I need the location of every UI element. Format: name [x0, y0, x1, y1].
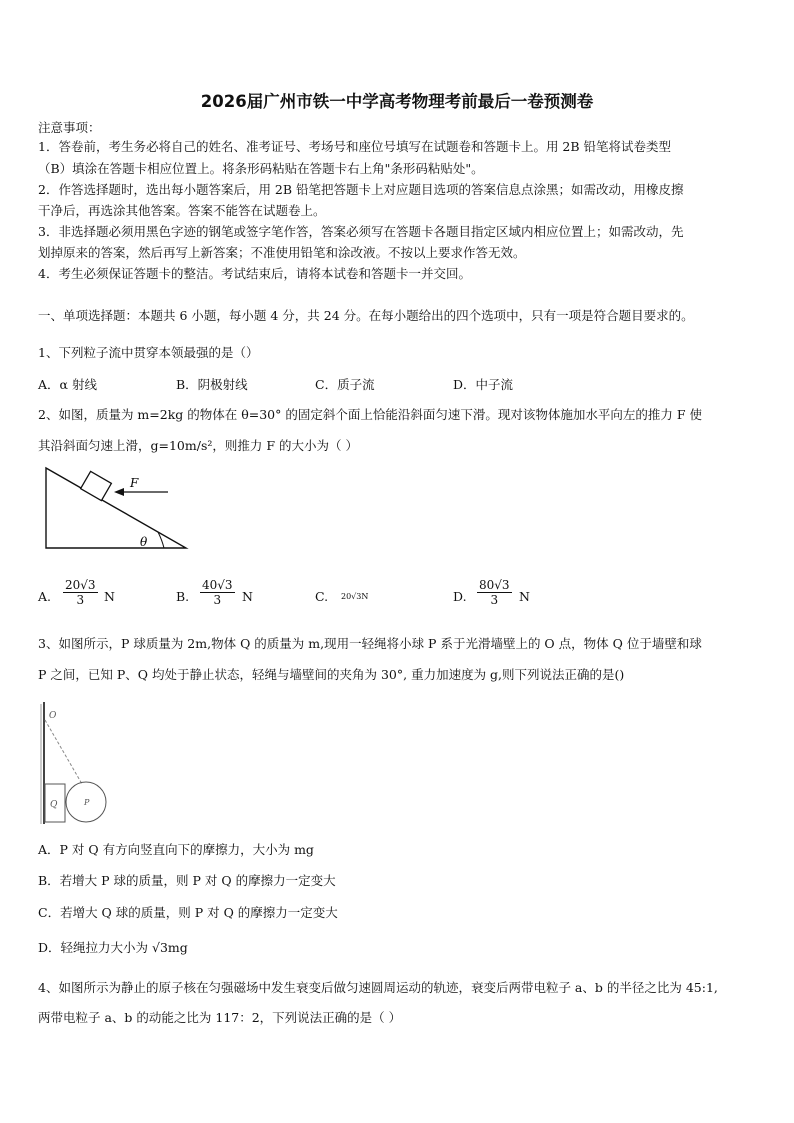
fraction-numerator: 40√3: [202, 578, 233, 592]
q2-option-d-letter: D.: [453, 589, 467, 604]
q2-stem-line1: 2、如图，质量为 m=2kg 的物体在 θ=30° 的固定斜个面上恰能沿斜面匀速下滑。现对该物体施加水平向左的推力 F 使: [38, 407, 702, 422]
q2-option-c-letter: C.: [315, 589, 329, 604]
fraction-denominator: 3: [490, 593, 499, 607]
q2-option-a-letter: A.: [38, 589, 52, 604]
q3-option-d: D．轻绳拉力大小为 √3mg: [38, 940, 188, 955]
notice-line: 2．作答选择题时，选出每小题答案后，用 2B 铅笔把答题卡上对应题目选项的答案信息点涂黑；如需改动，用橡皮擦: [38, 182, 684, 197]
wall-ball-figure: [38, 700, 118, 828]
q1-option-d: D．中子流: [453, 377, 514, 392]
notice-line: 1．答卷前，考生务必将自己的姓名、准考证号、考场号和座位号填写在试题卷和答题卡上。用 2B 铅笔将试卷类型: [38, 139, 672, 154]
force-arrow-head: [114, 488, 124, 496]
q4-stem-line1: 4、如图所示为静止的原子核在匀强磁场中发生衰变后做匀速圆周运动的轨迹，衰变后两带电粒子 a、b 的半径之比为 45:1,: [38, 980, 718, 995]
q3-option-a: A．P 对 Q 有方向竖直向下的摩擦力，大小为 mg: [38, 842, 314, 857]
q1-stem: 1、下列粒子流中贯穿本领最强的是（）: [38, 345, 259, 360]
notice-line: 3．非选择题必须用黑色字迹的钢笔或签字笔作答，答案必须写在答题卡各题目指定区域内相应位置上；如需改动，先: [38, 224, 684, 239]
notice-line: （B）填涂在答题卡相应位置上。将条形码粘贴在答题卡右上角"条形码粘贴处"。: [38, 161, 484, 176]
q2-option-b-fraction: [200, 578, 235, 607]
q1-option-a: A．α 射线: [38, 377, 97, 392]
rope: [45, 720, 82, 784]
q2-option-c-value: 20√3N: [341, 592, 369, 601]
block: [81, 471, 112, 500]
fraction-numerator: 80√3: [479, 578, 510, 592]
block-q-label: Q: [50, 800, 58, 810]
q2-option-b-letter: B.: [176, 589, 190, 604]
q1-option-c: C．质子流: [315, 377, 375, 392]
q3-stem-line1: 3、如图所示，P 球质量为 2m,物体 Q 的质量为 m,现用一轻绳将小球 P 系于光滑墙壁上的 O 点，物体 Q 位于墙壁和球: [38, 636, 702, 651]
ball-p-label: P: [84, 798, 90, 807]
q2-option-d-fraction: [477, 578, 512, 607]
fraction-denominator: 3: [213, 593, 222, 607]
q2-option-a-fraction: [63, 578, 98, 607]
q2-option-b-unit: N: [242, 589, 253, 604]
incline-triangle: [46, 468, 186, 548]
point-o-label: O: [49, 711, 57, 721]
q2-stem-line2: 其沿斜面匀速上滑，g=10m/s²，则推力 F 的大小为（ ）: [38, 438, 358, 453]
q2-option-a-unit: N: [104, 589, 115, 604]
incline-figure: [40, 462, 190, 554]
q2-option-d-unit: N: [519, 589, 530, 604]
fraction-denominator: 3: [76, 593, 85, 607]
notice-line: 4．考生必须保证答题卡的整洁。考试结束后，请将本试卷和答题卡一并交回。: [38, 266, 471, 281]
notice-line: 划掉原来的答案，然后再写上新答案；不准使用铅笔和涂改液。不按以上要求作答无效。: [38, 245, 526, 260]
q3-option-b: B．若增大 P 球的质量，则 P 对 Q 的摩擦力一定变大: [38, 873, 336, 888]
angle-label: θ: [140, 535, 148, 549]
q4-stem-line2: 两带电粒子 a、b 的动能之比为 117：2，下列说法正确的是（ ）: [38, 1010, 402, 1025]
q3-stem-line2: P 之间，已知 P、Q 均处于静止状态，轻绳与墙壁间的夹角为 30°, 重力加速度为 g,则下列说法正确的是(): [38, 667, 625, 682]
exam-title: 2026届广州市铁一中学高考物理考前最后一卷预测卷: [200, 92, 594, 111]
notice-heading: 注意事项：: [38, 120, 101, 135]
force-label: F: [130, 476, 139, 490]
q3-option-c: C．若增大 Q 球的质量，则 P 对 Q 的摩擦力一定变大: [38, 905, 338, 920]
section-heading: 一、单项选择题：本题共 6 小题，每小题 4 分，共 24 分。在每小题给出的四个选项中，只有一项是符合题目要求的。: [38, 308, 694, 323]
notice-line: 干净后，再选涂其他答案。答案不能答在试题卷上。: [38, 203, 326, 218]
q1-option-b: B．阴极射线: [176, 377, 248, 392]
fraction-numerator: 20√3: [65, 578, 96, 592]
